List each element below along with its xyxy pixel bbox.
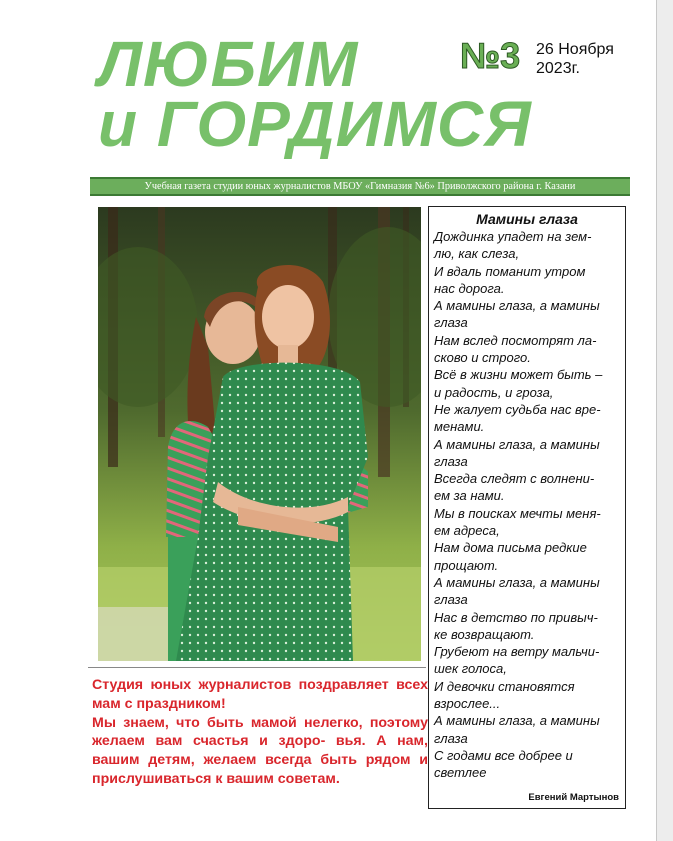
poem-line: И вдаль поманит утром: [434, 263, 586, 279]
poem-line: глаза: [434, 730, 468, 746]
poem-line: ем за нами.: [434, 488, 505, 504]
poem-line: глаза: [434, 453, 468, 469]
poem-line: глаза: [434, 315, 468, 331]
poem-line: Нам вслед посмотрят ла-: [434, 332, 597, 348]
issue-date-year: 2023г.: [536, 60, 580, 77]
mother-daughter-photo: [98, 207, 421, 661]
poem-author: Евгений Мартынов: [528, 792, 619, 803]
masthead-title-line2: и ГОРДИМСЯ: [98, 88, 532, 160]
poem-line: А мамины глаза, а мамины: [434, 298, 600, 314]
poem-title: Мамины глаза: [476, 211, 578, 227]
poem-line: Мы в поисках мечты меня-: [434, 505, 601, 521]
photo-illustration: [98, 207, 421, 661]
poem-line: Не жалует судьба нас вре-: [434, 401, 601, 417]
poem-lines: [434, 228, 620, 782]
poem-line: Нас в детство по привыч-: [434, 609, 598, 625]
poem-line: ке возвращают.: [434, 626, 535, 642]
poem-line: глаза: [434, 592, 468, 608]
poem-line: лю, как слеза,: [434, 246, 520, 262]
poem-line: Грубеют на ветру мальчи-: [434, 644, 600, 660]
poem-line: нас дорога.: [434, 280, 505, 296]
poem-line: Всё в жизни может быть –: [434, 367, 603, 383]
poem-line: И девочки становятся: [434, 678, 575, 694]
poem-line: С годами все добрее и: [434, 747, 573, 763]
poem-line: и радость, и гроза,: [434, 384, 554, 400]
poem-line: Дождинка упадет на зем-: [434, 229, 592, 244]
masthead-title-line1: ЛЮБИМ: [98, 28, 359, 100]
poem-line: светлее: [434, 765, 487, 781]
poem-line: Нам дома письма редкие: [434, 540, 587, 556]
poem-line: сково и строго.: [434, 350, 531, 366]
greeting-text: [92, 676, 428, 789]
poem-line: прощают.: [434, 557, 499, 573]
photo-divider: [88, 667, 426, 668]
issue-number: №3: [460, 35, 521, 76]
issue-date: [536, 40, 646, 78]
viewer-background: [657, 0, 673, 841]
poem-line: менами.: [434, 419, 485, 435]
greeting-paragraph-1: Студия юных журналистов поздравляет всех мам с праздником!: [92, 677, 428, 712]
poem-line: шек голоса,: [434, 661, 507, 677]
poem-line: ем адреса,: [434, 523, 500, 539]
greeting-paragraph-2: Мы знаем, что быть мамой нелегко, поэтому желаем вам счастья и здоро- вья. А нам, вашим детям, желаем всегда быть рядом и прислушиваться к вашим советам.: [92, 714, 428, 787]
poem-line: Всегда следят с волнени-: [434, 471, 595, 487]
issue-date-day: 26 Ноября: [536, 41, 614, 58]
poem-box: [428, 206, 626, 809]
poem-line: А мамины глаза, а мамины: [434, 436, 600, 452]
newspaper-tagline: Учебная газета студии юных журналистов МБОУ «Гимназия №6» Приволжского района г. Казани: [90, 177, 630, 196]
poem-line: взрослее...: [434, 696, 501, 712]
poem-line: А мамины глаза, а мамины: [434, 574, 600, 590]
poem-line: А мамины глаза, а мамины: [434, 713, 600, 729]
